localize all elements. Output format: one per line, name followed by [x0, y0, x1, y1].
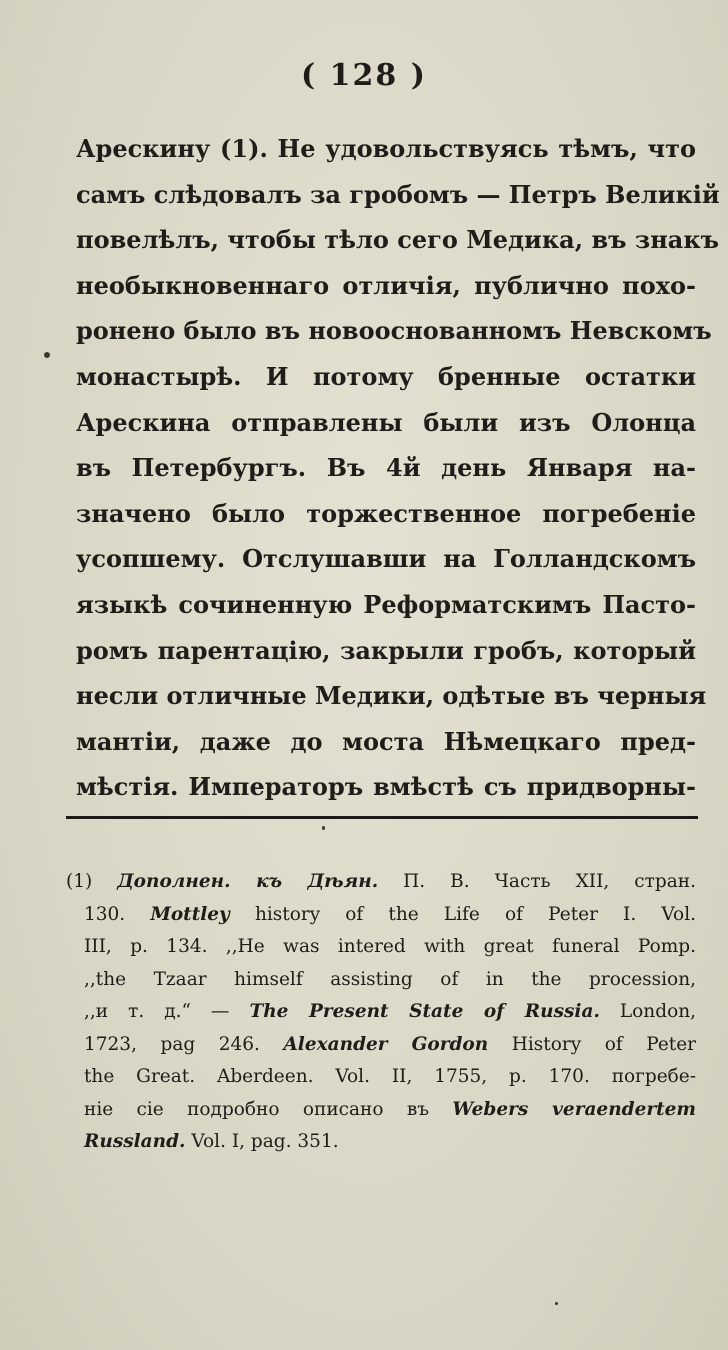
- main-text: [76, 126, 720, 810]
- footnote-line-2: [66, 899, 696, 932]
- text-line-14: мантіи, даже до моста Нѣмецкаго пред-: [76, 726, 696, 756]
- text-line-4: необыкновеннаго отличія, публично похо-: [76, 270, 696, 300]
- text-line-6: монастырѣ. И потому бренные остатки: [76, 361, 696, 391]
- text-line-2: самъ слѣдовалъ за гробомъ — Петръ Великій: [76, 179, 720, 209]
- footnote-text: London,: [599, 1001, 697, 1022]
- page-number: ( 128 ): [301, 58, 427, 93]
- footnote-text: history of the Life of Peter I. Vol.: [229, 903, 696, 925]
- footnote-line-8: [66, 1094, 696, 1127]
- footnote-divider: [66, 816, 698, 819]
- ink-speck: [555, 1302, 558, 1305]
- text-line-7: Арескина отправлены были изъ Олонца: [76, 407, 696, 437]
- text-line-8: въ Петербургъ. Въ 4й день Января на-: [76, 453, 696, 483]
- footnote-text: 1723, pag 246.: [84, 1033, 284, 1055]
- text-line-5: ронено было въ новооснованномъ Невскомъ: [76, 316, 712, 346]
- footnote-text: ніе сіе подробно описано въ: [84, 1098, 453, 1120]
- footnote-author: Alexander Gordon: [283, 1033, 489, 1055]
- footnote-source-title: Webers veraendertem: [452, 1098, 696, 1120]
- footnote-line-5: [66, 996, 696, 1029]
- footnote-line-9: [66, 1126, 696, 1159]
- footnote: [66, 866, 696, 1159]
- footnote-text: Vol. I, pag. 351.: [185, 1131, 339, 1152]
- text-line-15: мѣстія. Императоръ вмѣстѣ съ придворны-: [76, 772, 696, 802]
- ink-speck: [44, 352, 50, 358]
- footnote-line-1: [66, 866, 696, 899]
- ink-speck: [322, 826, 325, 830]
- text-line-13: несли отличные Медики, одѣтые въ черныя: [76, 681, 707, 711]
- footnote-line-4: ,,the Tzaar himself assisting of in the procession,: [84, 968, 696, 990]
- footnote-line-6: [66, 1029, 696, 1062]
- text-line-3: повелѣлъ, чтобы тѣло сего Медика, въ знакъ: [76, 225, 720, 255]
- footnote-source-title: Дополнен. къ Дѣян.: [117, 871, 379, 892]
- footnote-text: ,,и т. д.“ —: [84, 1001, 250, 1022]
- footnote-marker: (1): [66, 871, 118, 892]
- footnote-source-title: The Present State of Russia.: [249, 1001, 600, 1022]
- text-line-9: значено было торжественное погребеніе: [76, 498, 696, 528]
- footnote-text: History of Peter: [488, 1033, 696, 1055]
- footnote-text: П. В. Часть XII, стран.: [378, 871, 696, 892]
- text-line-1: Арескину (1). Не удовольствуясь тѣмъ, что: [76, 134, 696, 163]
- text-line-11: языкѣ сочиненную Реформатскимъ Пасто-: [76, 589, 696, 619]
- footnote-line-7: the Great. Aberdeen. Vol. II, 1755, p. 170. погребе-: [84, 1066, 696, 1087]
- text-line-12: ромъ парентацію, закрыли гробъ, который: [76, 635, 696, 665]
- text-line-10: усопшему. Отслушавши на Голландскомъ: [76, 544, 696, 574]
- footnote-source-title: Russland.: [84, 1131, 186, 1152]
- footnote-text: 130.: [84, 903, 151, 925]
- footnote-author: Mottley: [150, 903, 230, 925]
- footnote-line-3: III, p. 134. ,,He was intered with great funeral Pomp.: [84, 936, 696, 957]
